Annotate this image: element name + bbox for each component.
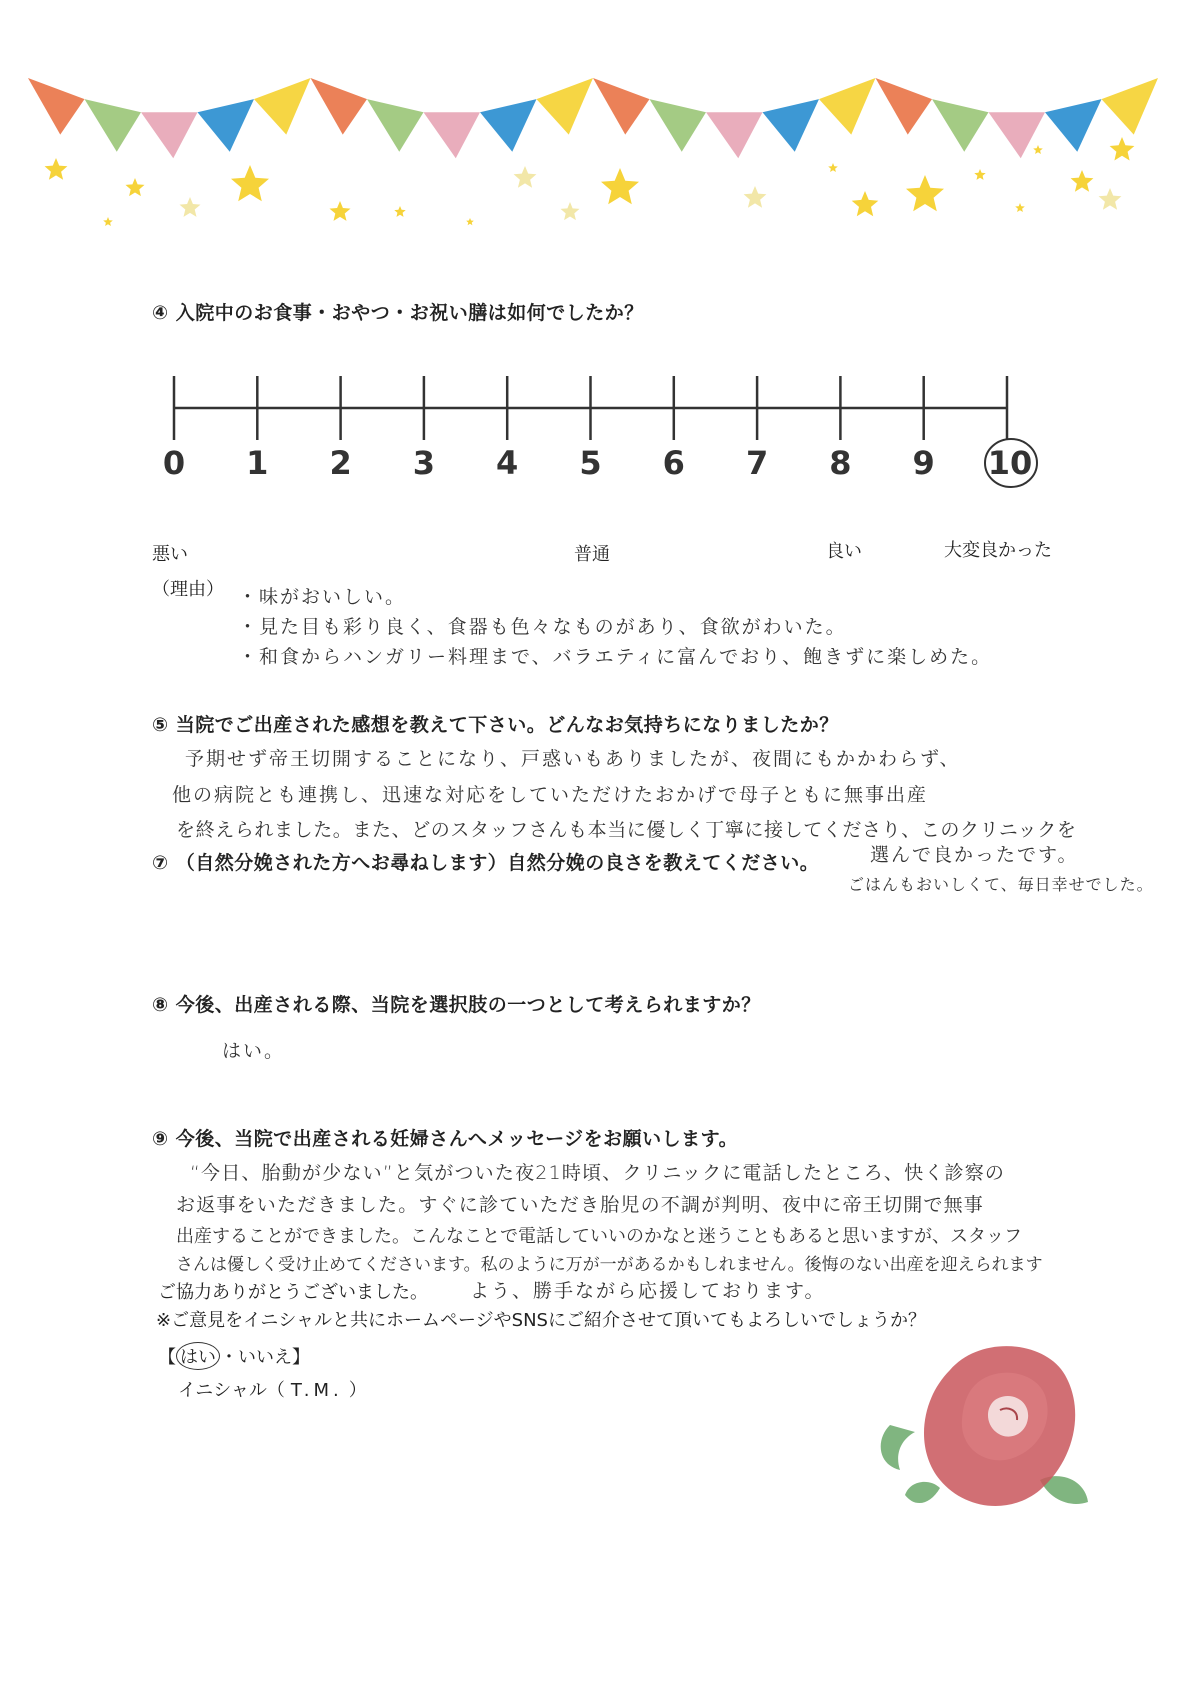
q9-title: ⑨ 今後、当院で出産される妊婦さんへメッセージをお願いします。 <box>152 1128 739 1150</box>
bracket-open: 【 <box>158 1347 176 1368</box>
rose-illustration <box>870 1330 1110 1545</box>
q4-answer-1: ・味がおいしい。 <box>238 586 407 608</box>
star-icon <box>514 166 537 188</box>
star-icon <box>103 217 113 226</box>
star-icon <box>1071 170 1094 192</box>
star-icon <box>1099 188 1122 210</box>
scale-number: 1 <box>246 444 269 482</box>
star-icon <box>974 169 985 180</box>
q5-answer-4: 選んで良かったです。 <box>870 844 1079 866</box>
bunting-flags <box>28 78 1158 158</box>
q9-thanks: ご協力ありがとうございました。 <box>158 1282 428 1303</box>
star-icon <box>906 175 944 211</box>
q7-title: ⑦ （自然分娩された方へお尋ねします）自然分娩の良さを教えてください。 <box>152 852 820 874</box>
scale-number: 4 <box>496 444 519 482</box>
star-icon <box>394 206 405 217</box>
rating-scale <box>160 370 1040 450</box>
bunting-flag <box>254 78 311 135</box>
bunting-flag <box>932 99 989 152</box>
stars-decoration <box>45 137 1135 226</box>
selected-circle <box>980 434 1042 492</box>
bunting-flag <box>480 99 537 152</box>
star-icon <box>744 186 767 208</box>
q5-answer-2: 他の病院とも連携し、迅速な対応をしていただけたおかげで母子ともに無事出産 <box>172 784 929 806</box>
q5-answer-3: を終えられました。また、どのスタッフさんも本当に優しく丁寧に接してくださり、このクリニックを <box>176 819 1077 841</box>
option-separator: ・ <box>220 1347 238 1368</box>
star-icon <box>45 158 68 180</box>
star-icon <box>1015 203 1025 212</box>
star-icon <box>330 201 351 221</box>
bunting-flag <box>819 78 876 135</box>
initial-value: T.M. <box>290 1380 343 1401</box>
scale-number: 5 <box>579 444 602 482</box>
consent-options <box>158 1342 310 1370</box>
q9-answer-4: さんは優しく受け止めてくださいます。私のように万が一があるかもしれません。後悔のない出産を迎えられます <box>176 1255 1043 1275</box>
star-icon <box>561 202 580 220</box>
bunting-flag <box>876 78 933 135</box>
q4-answer-2: ・見た目も彩り良く、食器も色々なものがあり、食欲がわいた。 <box>238 616 847 638</box>
star-icon <box>601 168 639 204</box>
option-yes[interactable]: はい <box>176 1342 220 1370</box>
star-icon <box>231 165 269 201</box>
bunting-flag <box>763 99 820 152</box>
bunting-decoration <box>0 0 1190 250</box>
star-icon <box>852 191 879 216</box>
bracket-close: 】 <box>292 1347 310 1368</box>
scale-number: 2 <box>329 444 352 482</box>
consent-question: ※ご意見をイニシャルと共にホームページやSNSにご紹介させて頂いてもよろしいでしょうか？ <box>156 1310 926 1331</box>
scale-number: 3 <box>412 444 436 482</box>
label-good: 良い <box>826 541 862 562</box>
q8-answer: はい。 <box>222 1040 286 1062</box>
bunting-flag <box>537 78 594 135</box>
initial-label: イニシャル（ <box>178 1380 285 1401</box>
initial-close: ） <box>348 1380 367 1401</box>
bunting-flag <box>311 78 368 135</box>
star-icon <box>466 218 474 225</box>
bunting-flag <box>706 112 763 158</box>
bunting-flag <box>1102 78 1159 135</box>
initial-line <box>178 1376 367 1402</box>
scale-number: 10 <box>987 444 1033 482</box>
bunting-flag <box>650 99 707 152</box>
star-icon <box>1110 137 1135 161</box>
q4-answer-3: ・和食からハンガリー料理まで、バラエティに富んでおり、飽きずに楽しめた。 <box>238 646 993 668</box>
option-no[interactable]: いいえ <box>238 1347 292 1368</box>
bunting-flag <box>367 99 424 152</box>
q5-answer-5: ごはんもおいしくて、毎日幸せでした。 <box>848 875 1154 894</box>
reason-label: （理由） <box>152 579 224 600</box>
label-normal: 普通 <box>574 544 610 565</box>
scale-number: 8 <box>829 444 852 482</box>
label-bad: 悪い <box>152 544 188 565</box>
scale-number: 9 <box>912 444 935 482</box>
q9-answer-2: お返事をいただきました。すぐに診ていただき胎児の不調が判明、夜中に帝王切開で無事 <box>176 1194 985 1216</box>
q9-answer-3: 出産することができました。こんなことで電話していいのかなと迷うこともあると思いますが、スタッフ <box>176 1226 1022 1247</box>
q4-title: ④ 入院中のお食事・おやつ・お祝い膳は如何でしたか？ <box>152 302 644 324</box>
star-icon <box>126 178 145 196</box>
bunting-flag <box>141 112 198 158</box>
q8-title: ⑧ 今後、出産される際、当院を選択肢の一つとして考えられますか？ <box>152 994 761 1016</box>
q9-answer-1: “今日、胎動が少ない”と気がついた夜21時頃、クリニックに電話したところ、快く診察の <box>190 1162 1006 1184</box>
scale-number: 7 <box>745 444 769 482</box>
scale-number: 0 <box>162 444 186 482</box>
star-icon <box>180 197 201 217</box>
scale-number: 6 <box>662 444 685 482</box>
star-icon <box>1033 145 1043 154</box>
bunting-flag <box>28 78 85 135</box>
q5-title: ⑤ 当院でご出産された感想を教えて下さい。どんなお気持ちになりましたか？ <box>152 714 839 736</box>
bunting-flag <box>198 99 255 152</box>
q5-answer-1: 予期せず帝王切開することになり、戸惑いもありましたが、夜間にもかかわらず、 <box>185 748 961 770</box>
q9-answer-5: よう、勝手ながら応援しております。 <box>470 1280 826 1302</box>
star-icon <box>828 163 838 172</box>
bunting-flag <box>1045 99 1102 152</box>
bunting-flag <box>593 78 650 135</box>
bunting-flag <box>85 99 142 152</box>
bunting-flag <box>424 112 481 158</box>
label-very-good: 大変良かった <box>944 540 1052 561</box>
